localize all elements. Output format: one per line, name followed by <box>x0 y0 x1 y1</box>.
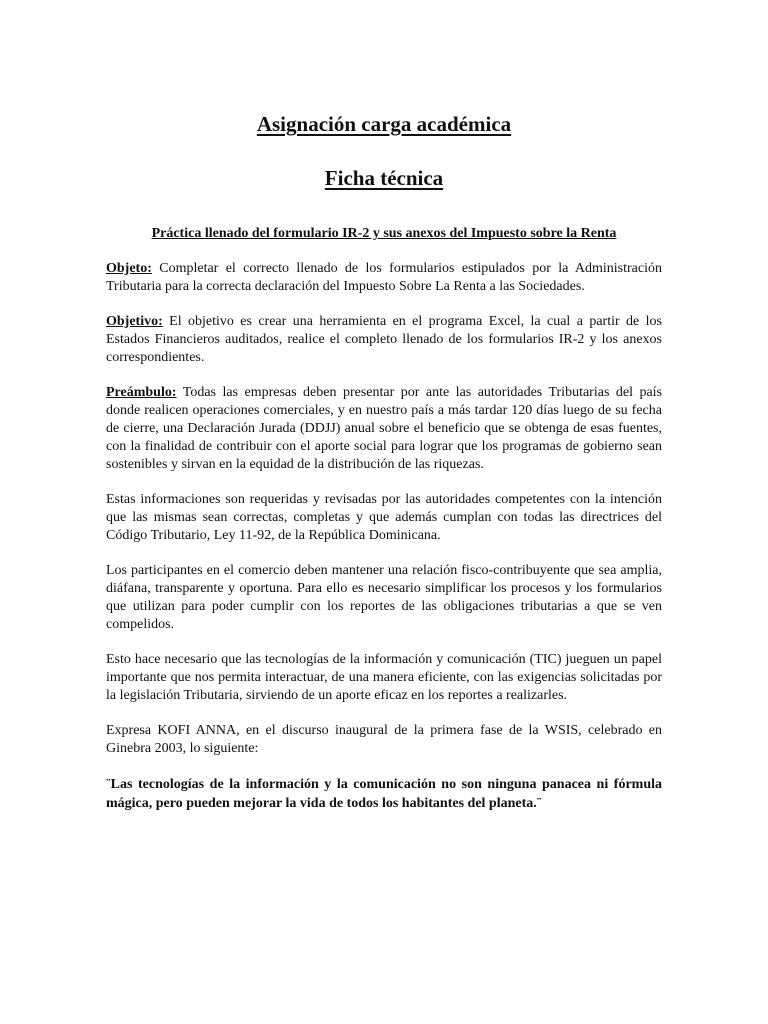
closing-quote: ¨Las tecnologías de la información y la comunicación no son ninguna panacea ni fórmula mágica, pero pueden mejorar la vida de todos los habitantes del planeta.¨ <box>106 777 662 811</box>
document-title: Asignación carga académica <box>256 112 512 136</box>
document-subtitle: Ficha técnica <box>324 166 444 190</box>
paragraph-text: Todas las empresas deben presentar por ante las autoridades Tributarias del país donde realicen operaciones comerciales, y en nuestro país a más tardar 120 días luego de su fecha de cierre, una Declaración Jurada (DDJJ) anual sobre el beneficio que se obtenga de esas fuentes, con la finalidad de contribuir con el aporte social para lograr que los programas de gobierno sean sostenibles y sirvan en la equidad de la distribución de las riquezas. <box>106 385 662 472</box>
paragraph-text: El objetivo es crear una herramienta en el programa Excel, la cual a partir de los Estados Financieros auditados, realice el completo llenado de los formularios IR-2 y los anexos correspondientes. <box>106 314 662 365</box>
paragraph-text: Expresa KOFI ANNA, en el discurso inaugural de la primera fase de la WSIS, celebrado en Ginebra 2003, lo siguiente: <box>106 723 662 756</box>
paragraph-lead: Objetivo: <box>106 314 163 329</box>
paragraph-preambulo <box>106 384 662 474</box>
paragraph-text: Estas informaciones son requeridas y revisadas por las autoridades competentes con la intención que las mismas sean correctas, completas y que además cumplan con todas las directrices del Código Tributario, Ley 11-92, de la República Dominicana. <box>106 492 662 543</box>
paragraph-tic <box>106 651 662 705</box>
document-body <box>106 260 662 813</box>
paragraph-text: Los participantes en el comercio deben mantener una relación fisco-contribuyente que sea amplia, diáfana, transparente y oportuna. Para ello es necesario simplificar los procesos y los formularios que utilizan para poder cumplir con los reportes de las obligaciones tributarias a que se ven compelidos. <box>106 563 662 632</box>
paragraph-participantes <box>106 562 662 634</box>
paragraph-lead: Objeto: <box>106 261 152 276</box>
paragraph-lead: Preámbulo: <box>106 385 177 400</box>
practice-heading: Práctica llenado del formulario IR-2 y sus anexos del Impuesto sobre la Renta <box>151 226 617 241</box>
paragraph-informaciones <box>106 491 662 545</box>
paragraph-kofi <box>106 722 662 758</box>
paragraph-objeto <box>106 260 662 296</box>
paragraph-text: Completar el correcto llenado de los formularios estipulados por la Administración Tributaria para la correcta declaración del Impuesto Sobre La Renta a las Sociedades. <box>106 261 662 294</box>
paragraph-objetivo <box>106 313 662 367</box>
paragraph-text: Esto hace necesario que las tecnologías de la información y comunicación (TIC) jueguen un papel importante que nos permita interactuar, de una manera eficiente, con las exigencias solicitadas por la legislación Tributaria, sirviendo de un aporte eficaz en los reportes a realizarles. <box>106 652 662 703</box>
